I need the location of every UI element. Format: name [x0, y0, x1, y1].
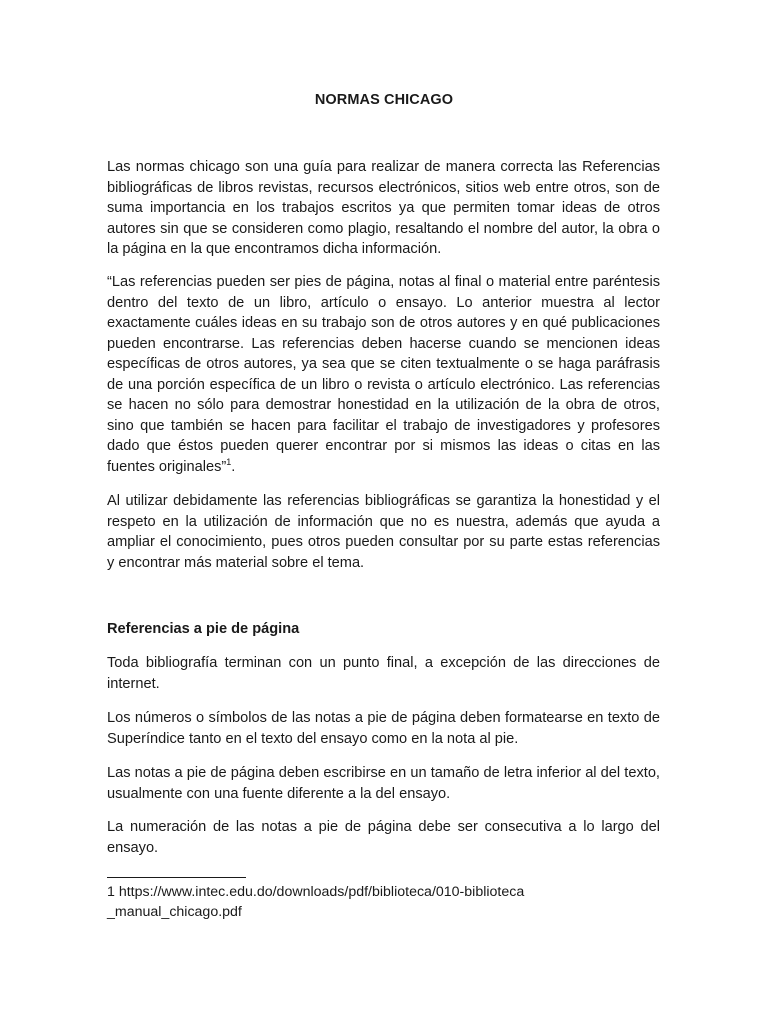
page-title: NORMAS CHICAGO	[314, 92, 454, 108]
intro-paragraph: Las normas chicago son una guía para realizar de manera correcta las Referencias bibliográficas de libros revistas, recursos electrónicos, sitios web entre otros, son de suma importancia en los trabajos escritos ya que permiten tomar ideas de otros autores sin que se consideren como plagio, resaltando el nombre del autor, la obra o la página en la que encontramos dicha información.	[107, 159, 660, 257]
footnote-marker: 1	[226, 456, 232, 467]
footnote-separator	[107, 877, 246, 878]
section-paragraph: La numeración de las notas a pie de página debe ser consecutiva a lo largo del ensayo.	[107, 819, 660, 856]
section-paragraph: Toda bibliografía terminan con un punto final, a excepción de las direcciones de internet.	[107, 655, 660, 692]
section-heading: Referencias a pie de página	[107, 621, 300, 637]
quote-text: “Las referencias pueden ser pies de página, notas al final o material entre paréntesis dentro del texto de un libro, artículo o ensayo. Lo anterior muestra al lector exactamente cuáles ideas en su trabajo son de otros autores y en qué publicaciones pueden encontrarse. Las referencias deben hacerse cuando se mencionen ideas específicas de otros autores, ya sea que se citen textualmente o se haga paráfrasis de una porción específica de un libro o revista o artículo electrónico. Las referencias se hacen no sólo para demostrar honestidad en la utilización de la obra de otros, sino que también se hacen para facilitar el trabajo de investigadores y profesores dado que éstos pueden querer encontrar por si mismos las ideas o citas en las fuentes originales”	[107, 274, 660, 475]
quote-paragraph	[107, 272, 660, 477]
conclusion-paragraph: Al utilizar debidamente las referencias bibliográficas se garantiza la honestidad y el respeto en la utilización de información que no es nuestra, además que ayuda a ampliar el conocimiento, pues otros pueden consultar por su parte estas referencias y encontrar más material sobre el tema.	[107, 493, 660, 571]
quote-end: .	[231, 458, 236, 475]
footnote-text: 1 https://www.intec.edu.do/downloads/pdf/biblioteca/010-biblioteca_manual_chicago.pdf	[107, 884, 525, 920]
section-paragraph: Las notas a pie de página deben escribirse en un tamaño de letra inferior al del texto, usualmente con una fuente diferente a la del ensayo.	[107, 765, 660, 802]
section-paragraph: Los números o símbolos de las notas a pie de página deben formatearse en texto de Superíndice tanto en el texto del ensayo como en la nota al pie.	[107, 710, 660, 747]
